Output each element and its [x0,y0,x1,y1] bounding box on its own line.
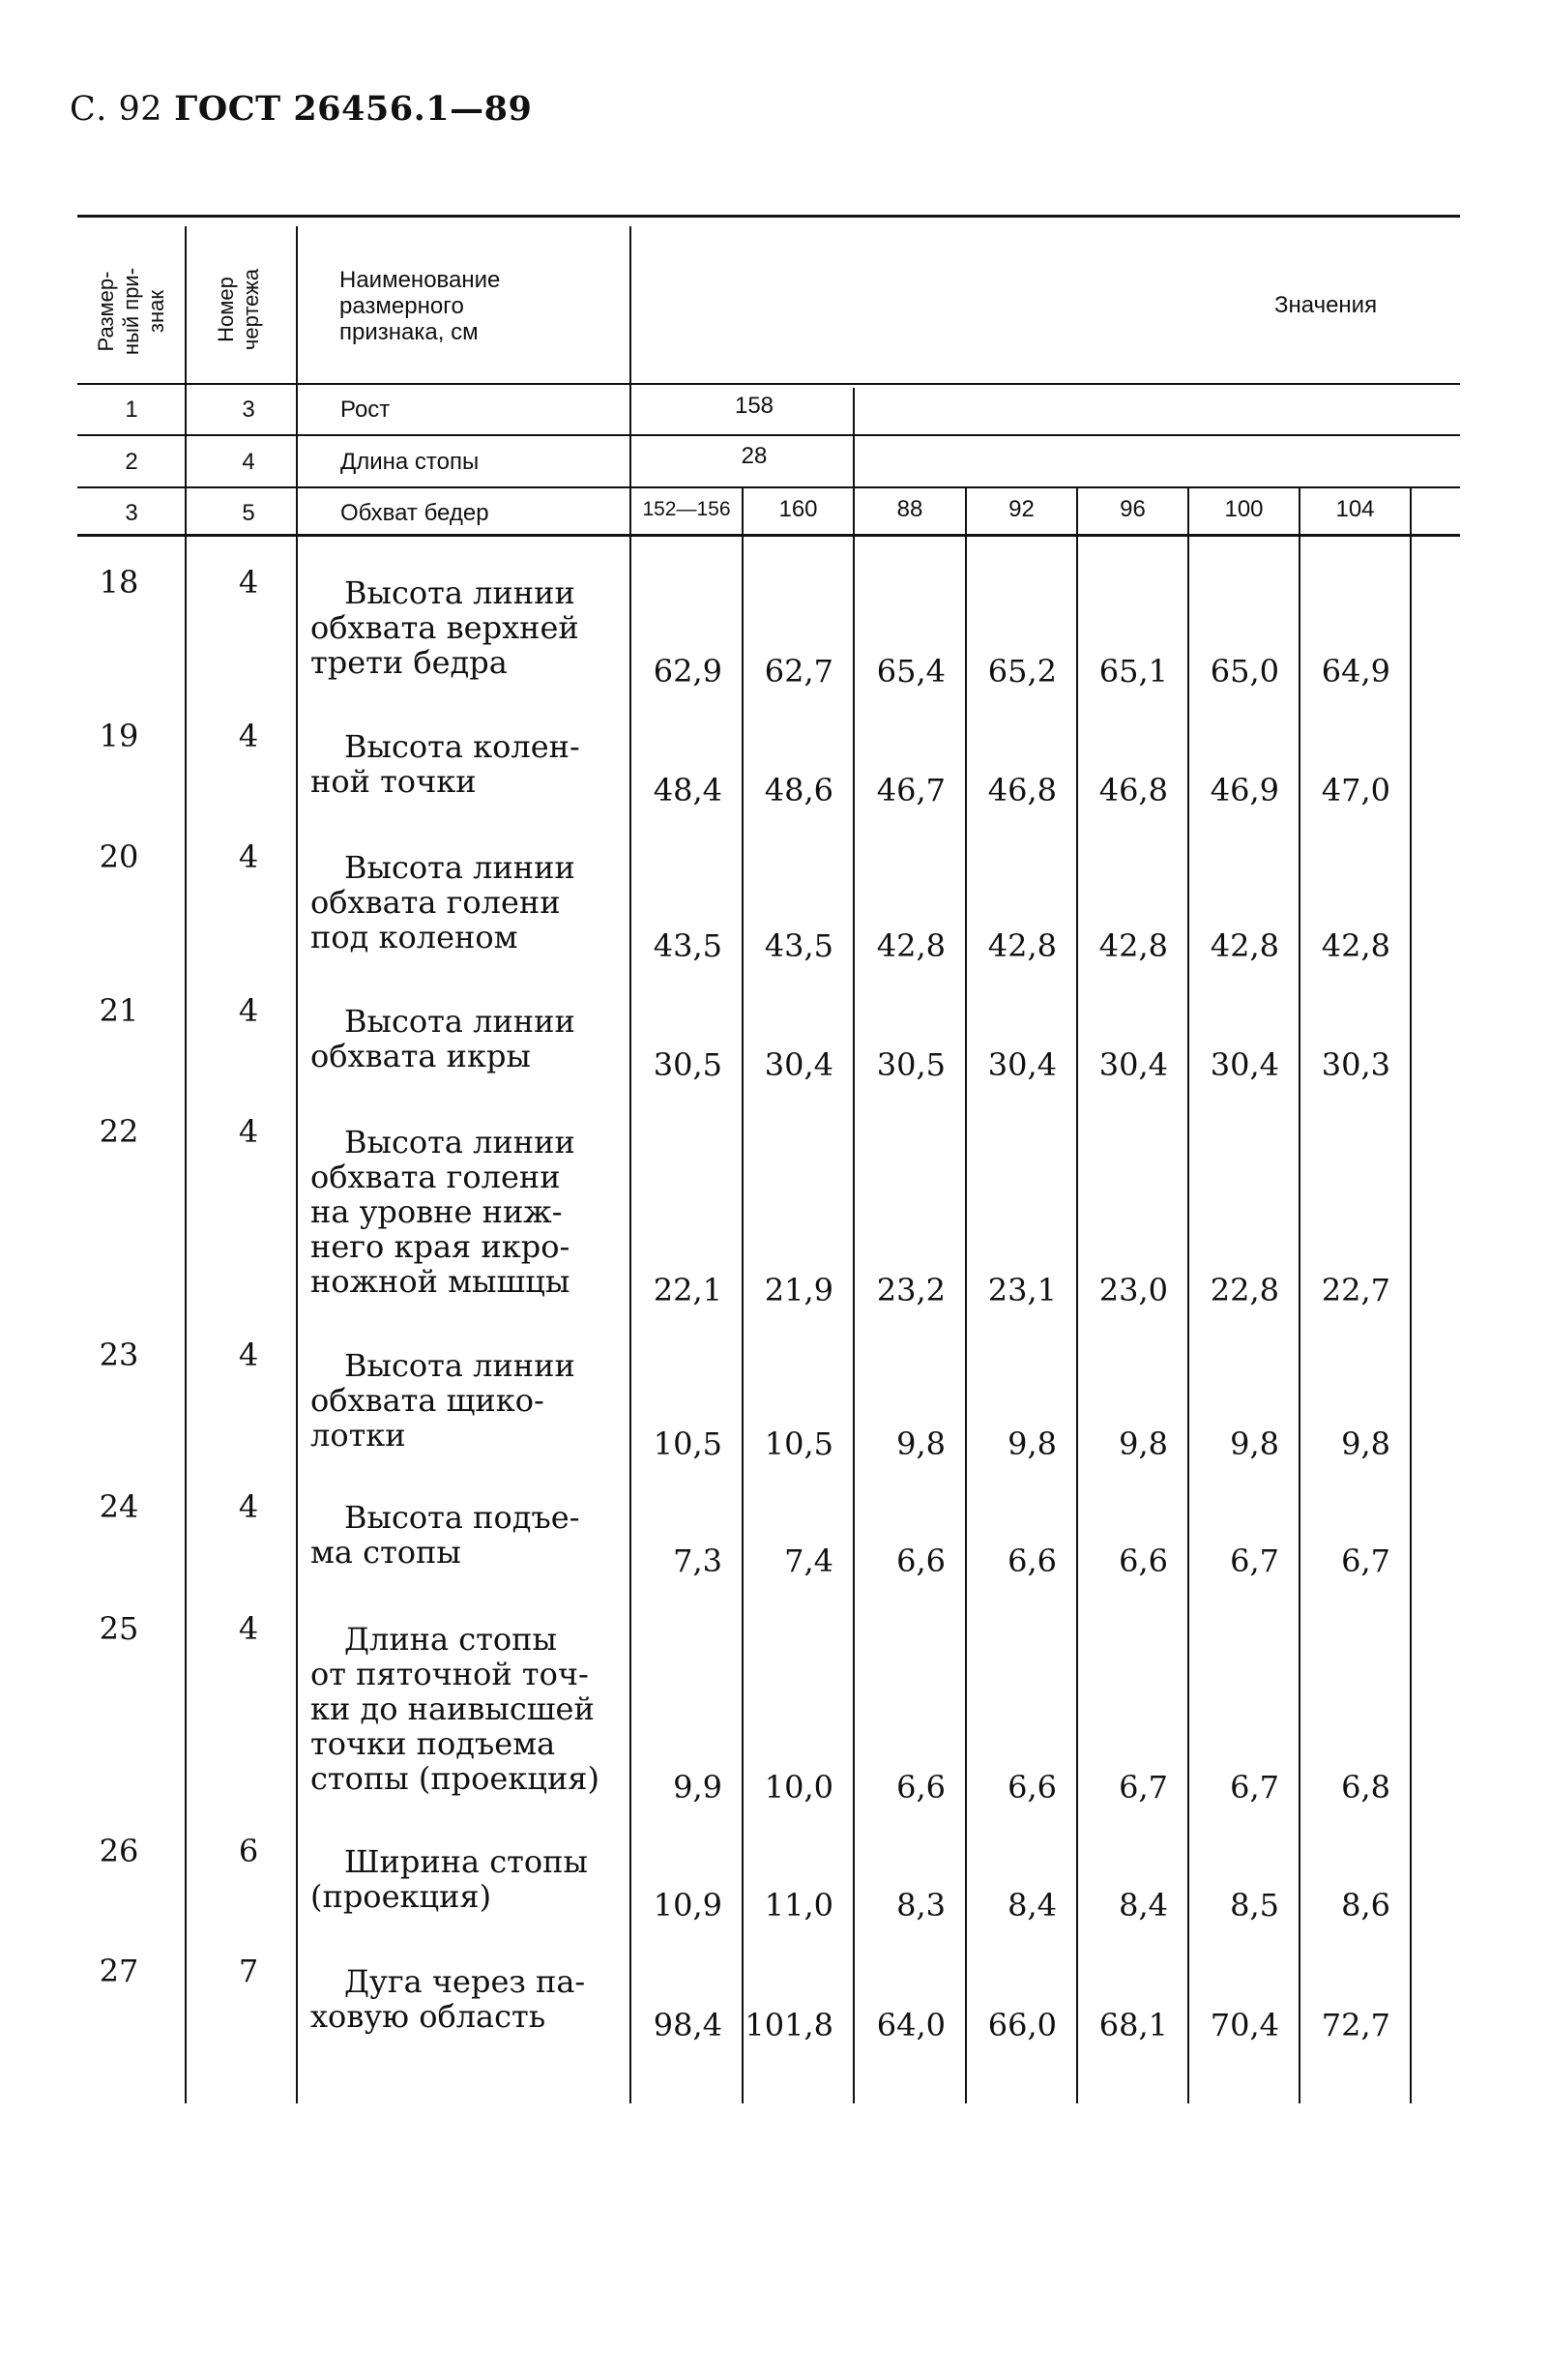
table-cell-value: 42,8 [987,927,1057,964]
feature-name-line: обхвата голени [310,884,561,921]
table-cell-value: 30,5 [876,1046,946,1083]
table-cell-value: 6,6 [896,1769,946,1806]
feature-name-line: ки до наивысшей [310,1690,595,1727]
feature-name-line: ножной мышцы [310,1263,570,1300]
table-cell-value: 65,2 [987,653,1057,690]
table-cell-value: 7,3 [673,1543,722,1579]
col-divider-1 [185,226,187,2103]
feature-name-line: Высота линии [344,574,575,611]
table-cell-value: 6,6 [1008,1769,1057,1806]
table-cell-value: 8,6 [1341,1887,1390,1924]
table-row-drawing: 4 [238,718,259,754]
col3-line: Наименование [339,267,501,293]
table-row-drawing: 4 [238,1337,259,1373]
height-value: 158 [734,393,774,419]
table-cell-value: 48,6 [764,772,833,808]
table-cell-value: 6,8 [1341,1769,1390,1806]
feature-name-line: обхвата икры [310,1038,531,1074]
table-cell-value: 46,8 [1098,772,1168,808]
table-cell-value: 6,7 [1119,1769,1168,1806]
table-cell-value: 42,8 [1321,927,1390,964]
col2-line: Номер [214,277,238,342]
table-row-number: 22 [99,1113,139,1150]
feature-name-line: Высота линии [344,849,575,886]
table-cell-value: 10,5 [653,1425,722,1462]
header-row-name: Рост [340,397,391,423]
table-cell-value: 9,8 [896,1425,946,1462]
col-header-size-feature [94,222,169,400]
table-cell-value: 43,5 [764,927,833,964]
table-cell-value: 62,7 [764,653,833,690]
table-row-number: 23 [99,1337,139,1373]
table-cell-value: 8,5 [1230,1887,1279,1924]
header-row-name: Длина стопы [340,449,480,475]
table-row-drawing: 4 [238,1113,259,1150]
table-cell-value: 23,1 [987,1272,1057,1308]
col-divider-2 [296,226,298,2103]
table-cell-value: 30,4 [1098,1046,1168,1083]
header-row-num: 2 [125,449,138,475]
table-row-number: 27 [99,1953,139,1989]
feature-name-line: трети бедра [310,644,508,681]
table-cell-value: 30,5 [653,1046,722,1083]
feature-name-line: обхвата верхней [310,609,579,646]
table-cell-value: 21,9 [764,1272,833,1308]
feature-name-line: Высота колен- [344,728,580,765]
table-row-feature-name [310,850,639,955]
table-cell-value: 64,0 [876,2007,946,2043]
col1-line: ный при- [119,267,143,356]
table-cell-value: 46,9 [1210,772,1279,808]
feature-name-line: от пяточной точ- [310,1656,589,1692]
page-title [70,89,532,129]
table-cell-value: 7,4 [784,1543,833,1579]
header-rule-3 [77,486,1460,488]
col-header-feature-name [339,267,500,345]
feature-name-line: на уровне ниж- [310,1193,563,1230]
table-row-number: 21 [99,992,139,1029]
feature-name-line: (проекция) [310,1878,492,1915]
header-row-num: 3 [125,500,138,526]
table-row-number: 25 [99,1610,139,1647]
hip-girth-value: 160 [778,496,818,522]
table-cell-value: 22,7 [1321,1272,1390,1308]
table-cell-value: 22,1 [653,1272,722,1308]
feature-name-line: обхвата голени [310,1159,561,1195]
feature-name-line: Ширина стопы [344,1843,588,1880]
table-row-drawing: 4 [238,564,259,601]
feature-name-line: Дуга через па- [344,1963,586,2000]
table-cell-value: 6,6 [896,1543,946,1579]
table-cell-value: 65,4 [876,653,946,690]
feature-name-line: лотки [310,1417,406,1454]
table-cell-value: 42,8 [1210,927,1279,964]
table-cell-value: 6,7 [1341,1543,1390,1579]
table-row-feature-name [310,729,639,799]
table-row-feature-name [310,1125,639,1299]
table-cell-value: 9,8 [1230,1425,1279,1462]
table-cell-value: 48,4 [653,772,722,808]
feature-name-line: обхвата щико- [310,1382,544,1419]
table-cell-value: 46,8 [987,772,1057,808]
values-header: Значения [1274,292,1378,318]
table-cell-value: 72,7 [1321,2007,1390,2043]
table-row-feature-name [310,1348,639,1453]
feature-name-line: Длина стопы [344,1621,557,1658]
table-cell-value: 30,4 [1210,1046,1279,1083]
table-cell-value: 64,9 [1321,653,1390,690]
table-cell-value: 10,9 [653,1887,722,1924]
table-cell-value: 11,0 [764,1887,833,1924]
table-cell-value: 10,5 [764,1425,833,1462]
table-cell-value: 42,8 [876,927,946,964]
table-cell-value: 30,4 [764,1046,833,1083]
table-cell-value: 98,4 [653,2007,722,2043]
hip-girth-value: 96 [1120,496,1146,522]
col1-line: Размер- [94,271,118,352]
col1-line: знак [144,289,168,334]
feature-name-line: под коленом [310,919,518,955]
feature-name-line: стопы (проекция) [310,1760,599,1797]
table-cell-value: 101,8 [745,2007,833,2043]
header-row-name: Обхват бедер [340,500,489,526]
col3-line: признака, см [339,319,479,345]
table-row-drawing: 6 [238,1833,259,1869]
table-row-number: 19 [99,718,139,754]
table-row-drawing: 4 [238,992,259,1029]
hip-girth-value: 92 [1008,496,1035,522]
table-cell-value: 65,1 [1098,653,1168,690]
table-cell-value: 9,8 [1341,1425,1390,1462]
table-row-feature-name [310,575,639,680]
table-cell-value: 46,7 [876,772,946,808]
table-row-drawing: 7 [238,1953,259,1989]
feature-name-line: Высота линии [344,1347,575,1384]
feature-name-line: него края икро- [310,1228,570,1265]
table-cell-value: 47,0 [1321,772,1390,808]
hip-girth-value: 88 [896,496,923,522]
table-row-feature-name [310,1622,639,1796]
val-divider-7 [1410,488,1412,2103]
table-row-number: 26 [99,1833,139,1869]
table-cell-value: 8,3 [896,1887,946,1924]
col-header-drawing-number [214,220,268,398]
table-cell-value: 10,0 [764,1769,833,1806]
standard-code: ГОСТ 26456.1—89 [174,89,533,129]
header-row-drawing: 3 [242,397,255,423]
feature-name-line: ховую область [310,1998,546,2035]
header-row-drawing: 4 [242,449,255,475]
page-number: С. 92 [70,90,163,129]
table-cell-value: 65,0 [1210,653,1279,690]
col3-line: размерного [339,293,464,319]
header-rule-1 [77,383,1460,385]
hip-girth-value: 152—156 [642,498,731,520]
table-row-feature-name [310,1844,639,1914]
table-row-number: 18 [99,564,139,601]
header-row-drawing: 5 [242,500,255,526]
hip-girth-value: 104 [1335,496,1375,522]
table-cell-value: 43,5 [653,927,722,964]
top-rule [77,215,1460,218]
table-cell-value: 8,4 [1119,1887,1168,1924]
header-rule-2 [77,434,1460,436]
table-cell-value: 6,7 [1230,1543,1279,1579]
table-cell-value: 30,3 [1321,1046,1390,1083]
table-cell-value: 68,1 [1098,2007,1168,2043]
table-row-feature-name [310,1004,639,1073]
foot-length-value: 28 [741,443,768,469]
table-row-number: 24 [99,1488,139,1525]
table-cell-value: 6,6 [1008,1543,1057,1579]
feature-name-line: точки подъема [310,1725,556,1762]
hip-girth-value: 100 [1224,496,1264,522]
feature-name-line: Высота подъе- [344,1499,580,1536]
table-cell-value: 8,4 [1008,1887,1057,1924]
table-cell-value: 42,8 [1098,927,1168,964]
feature-name-line: Высота линии [344,1003,575,1040]
table-cell-value: 22,8 [1210,1272,1279,1308]
table-row-drawing: 4 [238,838,259,875]
table-cell-value: 9,8 [1008,1425,1057,1462]
col2-line: чертежа [239,268,263,351]
table-cell-value: 6,7 [1230,1769,1279,1806]
header-rule-bottom [77,534,1460,537]
table-cell-value: 9,9 [673,1769,722,1806]
table-row-feature-name [310,1500,639,1570]
feature-name-line: Высота линии [344,1124,575,1161]
table-row-feature-name [310,1964,639,2034]
table-cell-value: 62,9 [653,653,722,690]
table-cell-value: 30,4 [987,1046,1057,1083]
table-row-drawing: 4 [238,1610,259,1647]
table-row-number: 20 [99,838,139,875]
table-cell-value: 9,8 [1119,1425,1168,1462]
header-row-num: 1 [125,397,138,423]
table-cell-value: 66,0 [987,2007,1057,2043]
table-cell-value: 70,4 [1210,2007,1279,2043]
table-cell-value: 23,2 [876,1272,946,1308]
val-divider-2 [853,388,855,2103]
table-cell-value: 6,6 [1119,1543,1168,1579]
table-cell-value: 23,0 [1098,1272,1168,1308]
feature-name-line: ной точки [310,763,477,800]
feature-name-line: ма стопы [310,1534,461,1571]
table-row-drawing: 4 [238,1488,259,1525]
